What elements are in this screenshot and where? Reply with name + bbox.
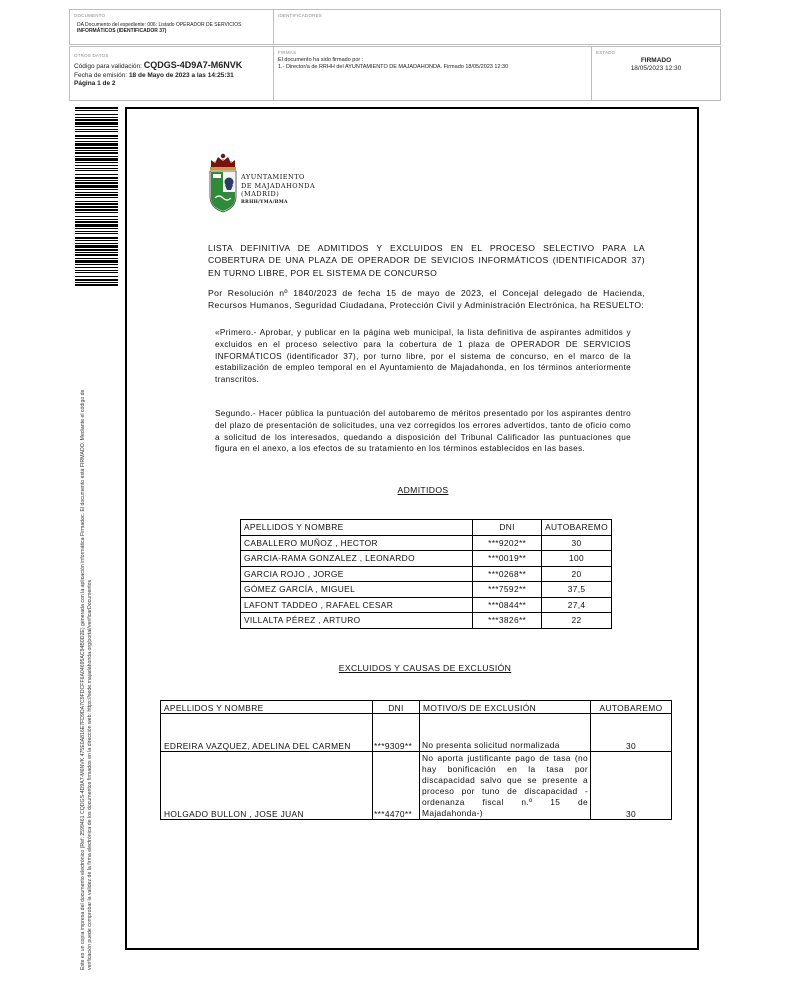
barcode-stripe [75,286,118,287]
excluido-autobaremo: 30 [591,752,672,820]
side-text-line-1: Este es un copia impresa del documento electrónico (Ref: 2599461 CQDGS-4D9A7-M6NVK 475E0A816E7FD9DA7C9FDCFF6A04695AC94B0D2E) generada con la aplicación informática Firmadoc. El documento está FIRMADO. Mediante el código de [80,389,86,970]
admitidos-table [240,519,612,629]
documento-label: DOCUMENTO [74,13,106,18]
excluido-motivo: No aporta justificante pago de tasa (no hay bonificación en la tasa por discapacidad salvo que se presente a proceso por tuno de discapacidad - ordenanza fiscal n.º 15 de Majadahonda-) [420,752,591,820]
barcode [75,107,118,289]
excluidos-col-dni: DNI [373,701,420,714]
excluidos-col-nombre: APELLIDOS Y NOMBRE [161,701,373,714]
codigo-validacion [74,62,242,70]
excluidos-header-row [161,701,672,714]
documento-text-2: INFORMÁTICOS (IDENTIFICADOR 37) [77,28,167,34]
admitido-autobaremo: 100 [542,551,612,567]
header-identificadores-box [273,9,721,45]
admitidos-col-nombre: APELLIDOS Y NOMBRE [241,520,473,536]
admitido-dni: ***9202** [473,535,542,551]
estado-label: ESTADO [596,50,616,55]
majadahonda-coat-of-arms-logo [208,152,238,214]
firmas-text-1: El documento ha sido firmado por : [278,57,364,63]
admitido-autobaremo: 20 [542,566,612,582]
side-verification-text [80,300,94,970]
excluido-dni: ***9309** [373,714,420,752]
admitidos-row [241,551,612,567]
fecha-emision [74,72,234,79]
excluidos-row [161,752,672,820]
fecha-prefix: Fecha de emisión: [74,72,128,79]
excluidos-col-autobaremo: AUTOBAREMO [591,701,672,714]
firmas-text-2: 1.- Director/a de RRHH del AYUNTAMIENTO DE MAJADAHONDA. Firmado 18/05/2023 12:30 [278,64,509,70]
segundo-paragraph: Segundo.- Hacer pública la puntuación del autobaremo de méritos presentado por los aspirantes dentro del plazo de presentación de solicitudes, una vez corregidos los errores advertidos, tanto de oficio como a solicitud de los interesados, quedando a disposición del Tribunal Calificador las puntuaciones que figura en el anexo, a los efectos de su tratamiento en los términos establecidos en las bases. [215,409,631,454]
estado-fecha: 18/05/2023 12:30 [630,65,682,72]
identificadores-label: IDENTIFICADORES [278,13,323,18]
otros-datos-label: OTROS DATOS [74,53,109,58]
admitido-dni: ***7592** [473,582,542,598]
excluido-motivo: No presenta solicitud normalizada [420,714,591,752]
firmas-label: FIRMAS [278,50,297,55]
admitido-dni: ***0844** [473,597,542,613]
admitidos-row [241,535,612,551]
admitidos-row [241,613,612,629]
admitido-nombre: GARCIA ROJO , JORGE [241,566,473,582]
admitido-dni: ***0019** [473,551,542,567]
excluidos-table [160,700,672,820]
letterhead-line-3: (MADRID) [241,190,280,198]
admitidos-row [241,597,612,613]
excluidos-col-motivo: MOTIVO/S DE EXCLUSIÓN [420,701,591,714]
admitido-nombre: LAFONT TADDEO , RAFAEL CESAR [241,597,473,613]
admitidos-col-dni: DNI [473,520,542,536]
side-text-line-2: verificación puede comprobar la validez de la firma electrónica de los documentos firmados en la dirección web: https://sede.majadahonda.org/portal/verificarDocumentos [87,579,93,970]
admitido-autobaremo: 30 [542,535,612,551]
primero-paragraph: «Primero.- Aprobar, y publicar en la página web municipal, la lista definitiva de aspirantes admitidos y excluidos en el proceso selectivo para la cobertura de 1 plaza de OPERADOR DE SERVICIOS INFORMÁTICOS (identificador 37), por turno libre, por el sistema de concurso, en el marco de la estabilización de empleo temporal en el Ayuntamiento de Majadahonda, en los términos anteriormente transcritos. [215,328,631,385]
excluidos-heading: EXCLUIDOS Y CAUSAS DE EXCLUSIÓN [338,663,512,673]
admitido-autobaremo: 27,4 [542,597,612,613]
admitido-dni: ***0268** [473,566,542,582]
excluido-autobaremo: 30 [591,714,672,752]
documento-text-1: DA Documento del expediente: 006: Listado OPERADOR DE SERVICIOS [77,22,242,28]
header-firmas-box [273,46,592,101]
excluido-dni: ***4470** [373,752,420,820]
admitido-autobaremo: 37,5 [542,582,612,598]
admitido-autobaremo: 22 [542,613,612,629]
letterhead-line-2: DE MAJADAHONDA [241,181,316,190]
excluido-nombre: HOLGADO BULLON , JOSE JUAN [161,752,373,820]
excluidos-row [161,714,672,752]
codigo-value[interactable]: CQDGS-4D9A7-M6NVK [143,60,243,70]
admitidos-heading: ADMITIDOS [397,485,449,495]
document-title: LISTA DEFINITIVA DE ADMITIDOS Y EXCLUIDOS EN EL PROCESO SELECTIVO PARA LA COBERTURA DE UNA PLAZA DE OPERADOR DE SEVICIOS INFORMÁTICOS (IDENTIFICADOR 37) EN TURNO LIBRE, POR EL SISTEMA DE CONCURSO [208,243,645,278]
admitidos-row [241,566,612,582]
letterhead-code: RRHH/YMA/BMA [241,199,288,205]
admitidos-row [241,582,612,598]
admitido-nombre: CABALLERO MUÑOZ , HECTOR [241,535,473,551]
codigo-prefix: Código para validación: [74,63,142,70]
admitidos-header-row [241,520,612,536]
fecha-value: 18 de Mayo de 2023 a las 14:25:31 [128,72,234,79]
letterhead-line-1: AYUNTAMIENTO [241,173,305,181]
admitido-nombre: GÓMEZ GARCÍA , MIGUEL [241,582,473,598]
admitido-nombre: VILLALTA PÉREZ , ARTURO [241,613,473,629]
admitido-nombre: GARCIA-RAMA GONZALEZ , LEONARDO [241,551,473,567]
letterhead [241,173,315,207]
pagina: Página 1 de 2 [74,80,116,87]
admitido-dni: ***3826** [473,613,542,629]
estado-value: FIRMADO [640,57,672,64]
intro-paragraph: Por Resolución nº 1840/2023 de fecha 15 de mayo de 2023, el Concejal delegado de Hacienda, Recursos Humanos, Seguridad Ciudadana, Protección Civil y Administración Electrónica, ha RESUELTO: [208,288,645,311]
excluido-nombre: EDREIRA VAZQUEZ, ADELINA DEL CARMEN [161,714,373,752]
admitidos-col-autobaremo: AUTOBAREMO [542,520,612,536]
